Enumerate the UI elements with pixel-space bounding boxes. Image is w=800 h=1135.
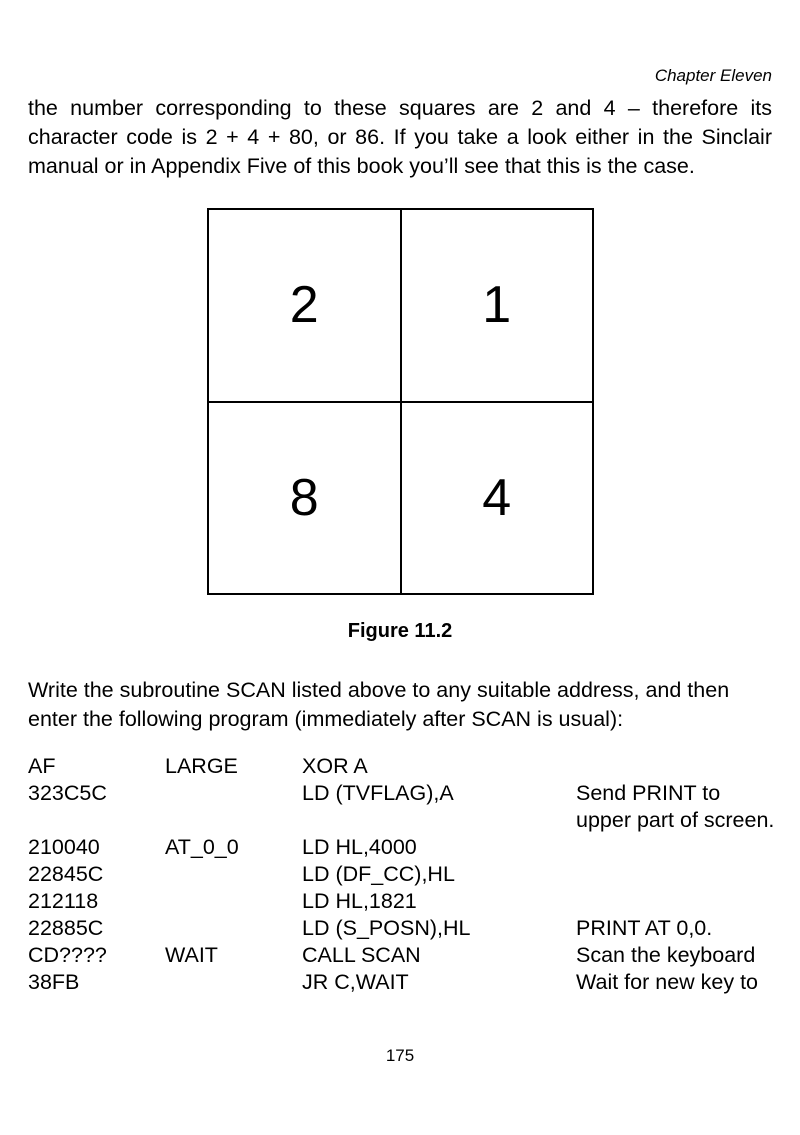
listing-label: WAIT xyxy=(165,943,218,967)
listing-instruction: XOR A xyxy=(302,754,368,778)
chapter-header: Chapter Eleven xyxy=(654,66,772,85)
listing-hex: CD???? xyxy=(28,943,107,967)
listing-row xyxy=(28,888,788,915)
listing-hex: 38FB xyxy=(28,970,80,994)
listing-hex: AF xyxy=(28,754,56,778)
listing-label xyxy=(165,888,302,915)
listing-instruction: LD HL,4000 xyxy=(302,835,417,859)
listing-row xyxy=(28,861,788,888)
listing-comment: PRINT AT 0,0. xyxy=(576,916,713,940)
listing-comment xyxy=(576,753,781,780)
listing-comment: Scan the keyboard xyxy=(576,943,756,967)
listing-row xyxy=(28,834,788,861)
listing-hex: 323C5C xyxy=(28,781,107,805)
listing-label: LARGE xyxy=(165,754,238,778)
paragraph-instructions: Write the subroutine SCAN listed above to any suitable address, and then enter the following program (immediately after SCAN is usual): xyxy=(28,678,730,731)
listing-instruction: JR C,WAIT xyxy=(302,970,409,994)
figure-grid xyxy=(207,208,594,595)
page-number: 175 xyxy=(385,1046,415,1065)
listing-label xyxy=(165,861,302,888)
figure-cell-bottom-right: 4 xyxy=(401,402,593,594)
listing-hex: 212118 xyxy=(28,889,99,913)
figure-cell-top-right: 1 xyxy=(401,210,593,402)
listing-comment: Wait for new key to xyxy=(576,970,759,994)
listing-row xyxy=(28,942,788,969)
listing-row xyxy=(28,753,788,780)
figure-cell-bottom-left: 8 xyxy=(209,402,401,594)
listing-hex: 210040 xyxy=(28,835,100,859)
listing-comment xyxy=(576,834,781,861)
listing-comment: Send PRINT to upper part of screen. xyxy=(576,781,775,832)
listing-instruction: LD (TVFLAG),A xyxy=(302,781,454,805)
listing-hex: 22885C xyxy=(28,916,104,940)
listing-instruction: LD HL,1821 xyxy=(302,889,417,913)
listing-row xyxy=(28,915,788,942)
listing-hex: 22845C xyxy=(28,862,104,886)
listing-instruction: LD (DF_CC),HL xyxy=(302,862,455,886)
listing-label: AT_0_0 xyxy=(165,835,239,859)
code-listing xyxy=(28,753,788,996)
figure-cell-top-left: 2 xyxy=(209,210,401,402)
listing-label xyxy=(165,780,302,834)
listing-label xyxy=(165,915,302,942)
listing-row xyxy=(28,780,788,834)
listing-instruction: CALL SCAN xyxy=(302,943,421,967)
listing-instruction: LD (S_POSN),HL xyxy=(302,916,471,940)
figure-caption: Figure 11.2 xyxy=(347,620,453,642)
listing-label xyxy=(165,969,302,996)
paragraph-intro: the number corresponding to these squares are 2 and 4 – therefore its character code is 2 + 4 + 80, or 86. If you take a look either in the Sinclair manual or in Appendix Five of this book you’ll see that this is the case. xyxy=(28,96,772,178)
listing-comment xyxy=(576,861,781,888)
listing-row xyxy=(28,969,788,996)
listing-comment xyxy=(576,888,781,915)
